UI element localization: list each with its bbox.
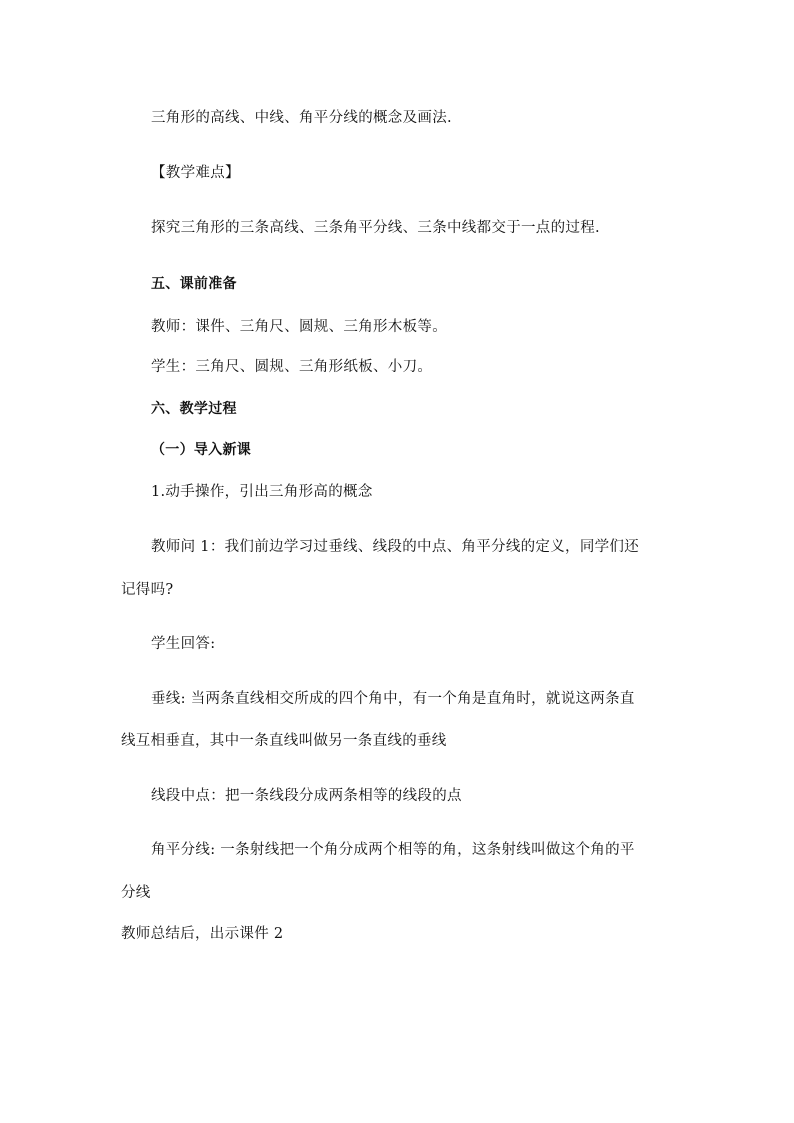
perpendicular-def-line1: 垂线: 当两条直线相交所成的四个角中，有一个角是直角时，就说这两条直 (151, 691, 635, 707)
step1-heading: 1.动手操作，引出三角形高的概念 (151, 484, 373, 500)
bisector-def-line2: 分线 (121, 885, 151, 901)
perpendicular-def-line2: 线互相垂直，其中一条直线叫做另一条直线的垂线 (121, 733, 447, 749)
teacher-prep: 教师：课件、三角尺、圆规、三角形木板等。 (151, 319, 447, 335)
midpoint-def: 线段中点：把一条线段分成两条相等的线段的点 (151, 788, 462, 804)
student-prep: 学生：三角尺、圆规、三角形纸板、小刀。 (151, 359, 433, 375)
teacher-question-line1: 教师问 1：我们前边学习过垂线、线段的中点、角平分线的定义，同学们还 (151, 539, 640, 555)
student-answer-label: 学生回答: (151, 636, 216, 652)
teacher-question-line2: 记得吗? (121, 582, 174, 598)
teacher-summary: 教师总结后，出示课件 2 (121, 926, 284, 942)
section5-heading: 五、课前准备 (151, 276, 237, 292)
difficulty-heading: 【教学难点】 (151, 165, 240, 181)
section6-heading: 六、教学过程 (151, 401, 237, 417)
subsection1-heading: （一）导入新课 (151, 442, 252, 458)
bisector-def-line1: 角平分线: 一条射线把一个角分成两个相等的角，这条射线叫做这个角的平 (151, 842, 635, 858)
focus-paragraph: 三角形的高线、中线、角平分线的概念及画法. (151, 110, 452, 126)
difficulty-paragraph: 探究三角形的三条高线、三条角平分线、三条中线都交于一点的过程. (151, 220, 600, 236)
